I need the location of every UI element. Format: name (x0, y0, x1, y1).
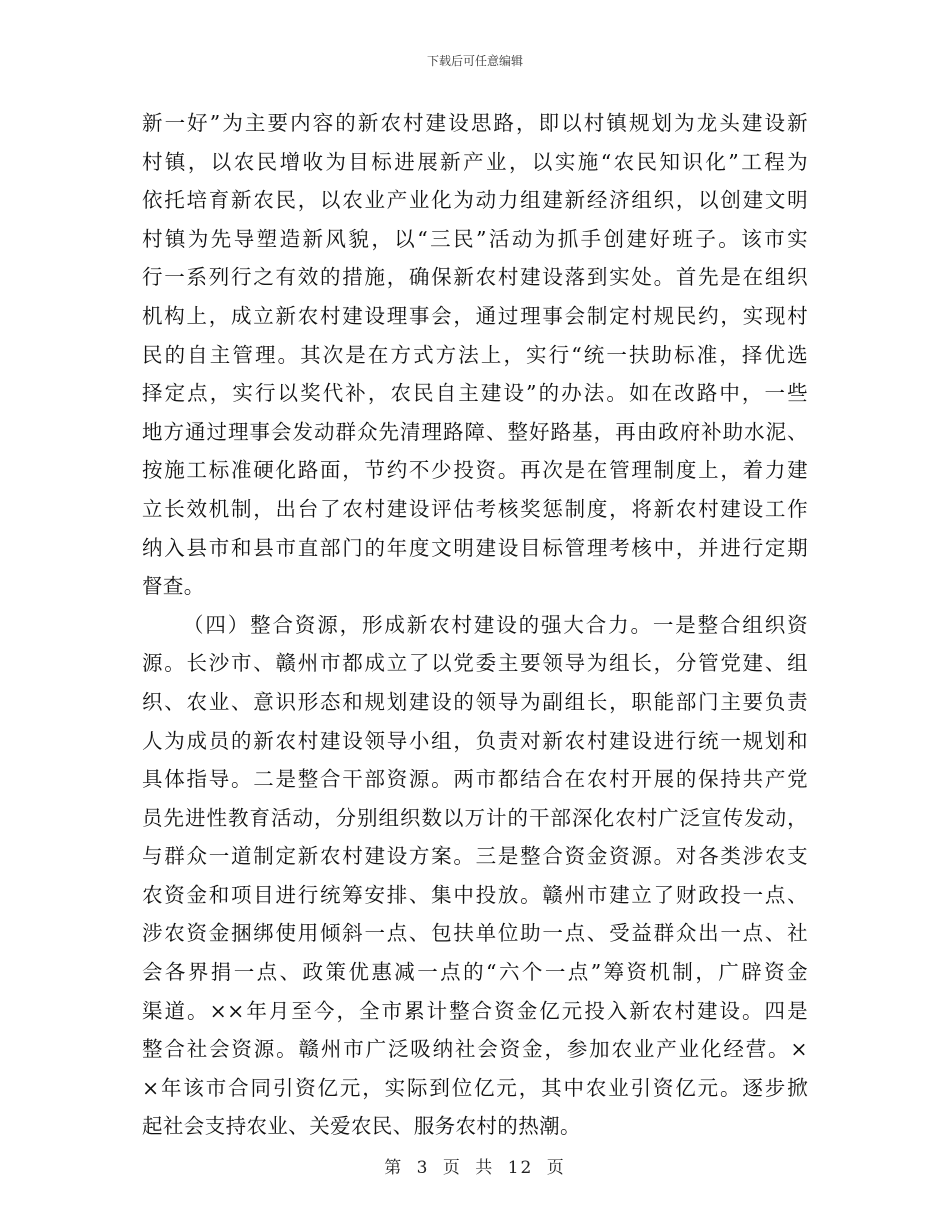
body-line: 民的自主管理。其次是在方式方法上，实行“统一扶助标准，择优选 (142, 342, 808, 367)
body-line: 渠道。××年月至今，全市累计整合资金亿元投入新农村建设。四是 (142, 998, 808, 1023)
body-line: 源。长沙市、赣州市都成立了以党委主要领导为组长，分管党建、组 (142, 651, 808, 676)
document-body (142, 104, 808, 1146)
body-line: 村镇，以农民增收为目标进展新产业，以实施“农民知识化”工程为 (142, 149, 808, 174)
footer-page-label: 第 (384, 1158, 404, 1178)
body-line: 整合社会资源。赣州市广泛吸纳社会资金，参加农业产业化经营。× (142, 1037, 808, 1062)
page-header: 下载后可任意编辑 (426, 54, 523, 68)
body-line: 员先进性教育活动，分别组织数以万计的干部深化农村广泛宣传发动， (142, 805, 808, 830)
page-footer (0, 1153, 950, 1178)
body-line: ×年该市合同引资亿元，实际到位亿元，其中农业引资亿元。逐步掀 (142, 1075, 808, 1100)
footer-total-label: 共 (475, 1158, 495, 1178)
footer-current-page: 3 (416, 1158, 430, 1178)
body-line: 行一系列行之有效的措施，确保新农村建设落到实处。首先是在组织 (142, 265, 808, 290)
footer-total-pages: 12 (507, 1158, 534, 1178)
body-line: 新一好”为主要内容的新农村建设思路，即以村镇规划为龙头建设新 (142, 111, 808, 135)
body-line: 择定点，实行以奖代补，农民自主建设”的办法。如在改路中，一些 (142, 381, 808, 406)
body-line: 按施工标准硬化路面，节约不少投资。再次是在管理制度上，着力建 (142, 458, 808, 483)
body-line: 农资金和项目进行统筹安排、集中投放。赣州市建立了财政投一点、 (142, 882, 808, 907)
body-line: 依托培育新农民，以农业产业化为动力组建新经济组织，以创建文明 (142, 188, 808, 213)
footer-total-unit: 页 (546, 1158, 566, 1178)
section-heading-line: （四）整合资源，形成新农村建设的强大合力。一是整合组织资 (183, 612, 808, 637)
body-line: 机构上，成立新农村建设理事会，通过理事会制定村规民约，实现村 (142, 303, 808, 328)
body-line: 督查。 (142, 574, 205, 599)
body-line: 地方通过理事会发动群众先清理路障、整好路基，再由政府补助水泥、 (142, 419, 808, 444)
body-line: 起社会支持农业、关爱农民、服务农村的热潮。 (142, 1114, 581, 1139)
body-line: 人为成员的新农村建设领导小组，负责对新农村建设进行统一规划和 (142, 728, 808, 753)
body-line: 与群众一道制定新农村建设方案。三是整合资金资源。对各类涉农支 (142, 844, 808, 869)
body-line: 涉农资金捆绑使用倾斜一点、包扶单位助一点、受益群众出一点、社 (142, 921, 808, 946)
body-line: 织、农业、意识形态和规划建设的领导为副组长，职能部门主要负责 (142, 689, 808, 714)
footer-page-unit: 页 (442, 1158, 462, 1178)
body-line: 会各界捐一点、政策优惠减一点的“六个一点”筹资机制，广辟资金 (142, 960, 808, 985)
body-line: 纳入县市和县市直部门的年度文明建设目标管理考核中，并进行定期 (142, 535, 808, 560)
body-line: 立长效机制，出台了农村建设评估考核奖惩制度，将新农村建设工作 (142, 496, 808, 521)
body-line: 村镇为先导塑造新风貌，以“三民”活动为抓手创建好班子。该市实 (142, 226, 808, 251)
body-line: 具体指导。二是整合干部资源。两市都结合在农村开展的保持共产党 (142, 767, 808, 792)
